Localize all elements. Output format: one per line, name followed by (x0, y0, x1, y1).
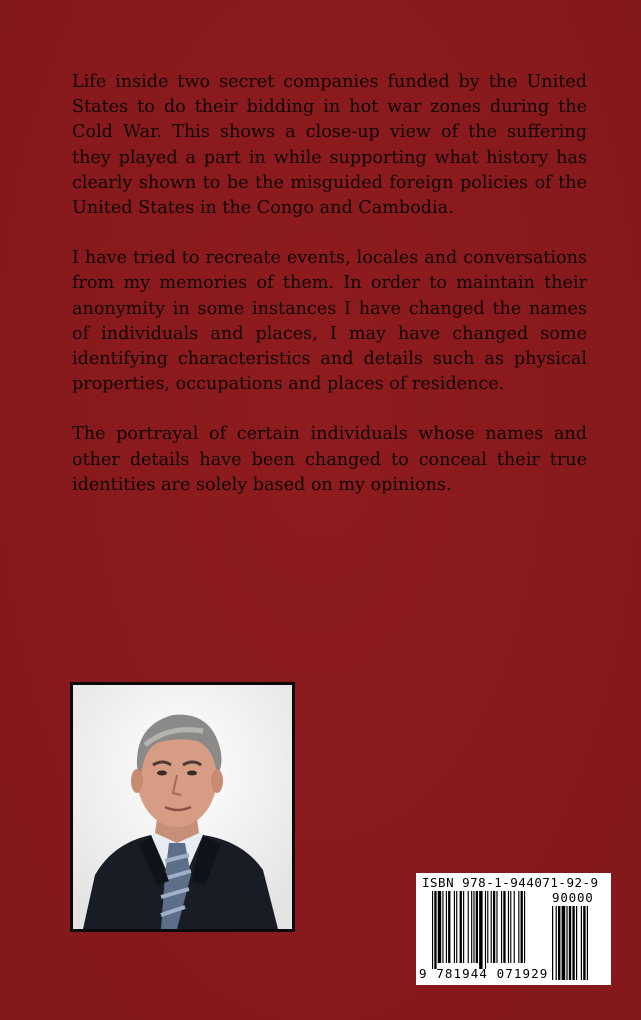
blurb-paragraph-3: The portrayal of certain individuals whose names and other details have been changed to conceal their true identities are solely based on my opinions. (72, 424, 587, 495)
barcode-main-digits: 9 781944 071929 (419, 966, 549, 981)
author-photo (73, 685, 292, 929)
blurb-paragraph-2: I have tried to recreate events, locales and conversations from my memories of them. In order to maintain their anonymity in some instances I have changed the names of individuals and places, I may have changed some identifying characteristics and details such as physical properties, occupations and places of residence. (72, 248, 587, 395)
isbn-barcode (416, 873, 611, 985)
blurb-paragraph-1: Life inside two secret companies funded by the United States to do their bidding in hot war zones during the Cold War. This shows a close-up view of the suffering they played a part in while supporting what history has clearly shown to be the misguided foreign policies of the United States in the Congo and Cambodia. (72, 72, 587, 219)
author-portrait-illustration (73, 685, 292, 929)
author-photo-frame (70, 682, 295, 932)
back-cover-blurb (72, 70, 587, 523)
isbn-label: ISBN 978-1-944071-92-9 (422, 875, 599, 890)
barcode-addon-digits: 90000 (552, 890, 594, 905)
